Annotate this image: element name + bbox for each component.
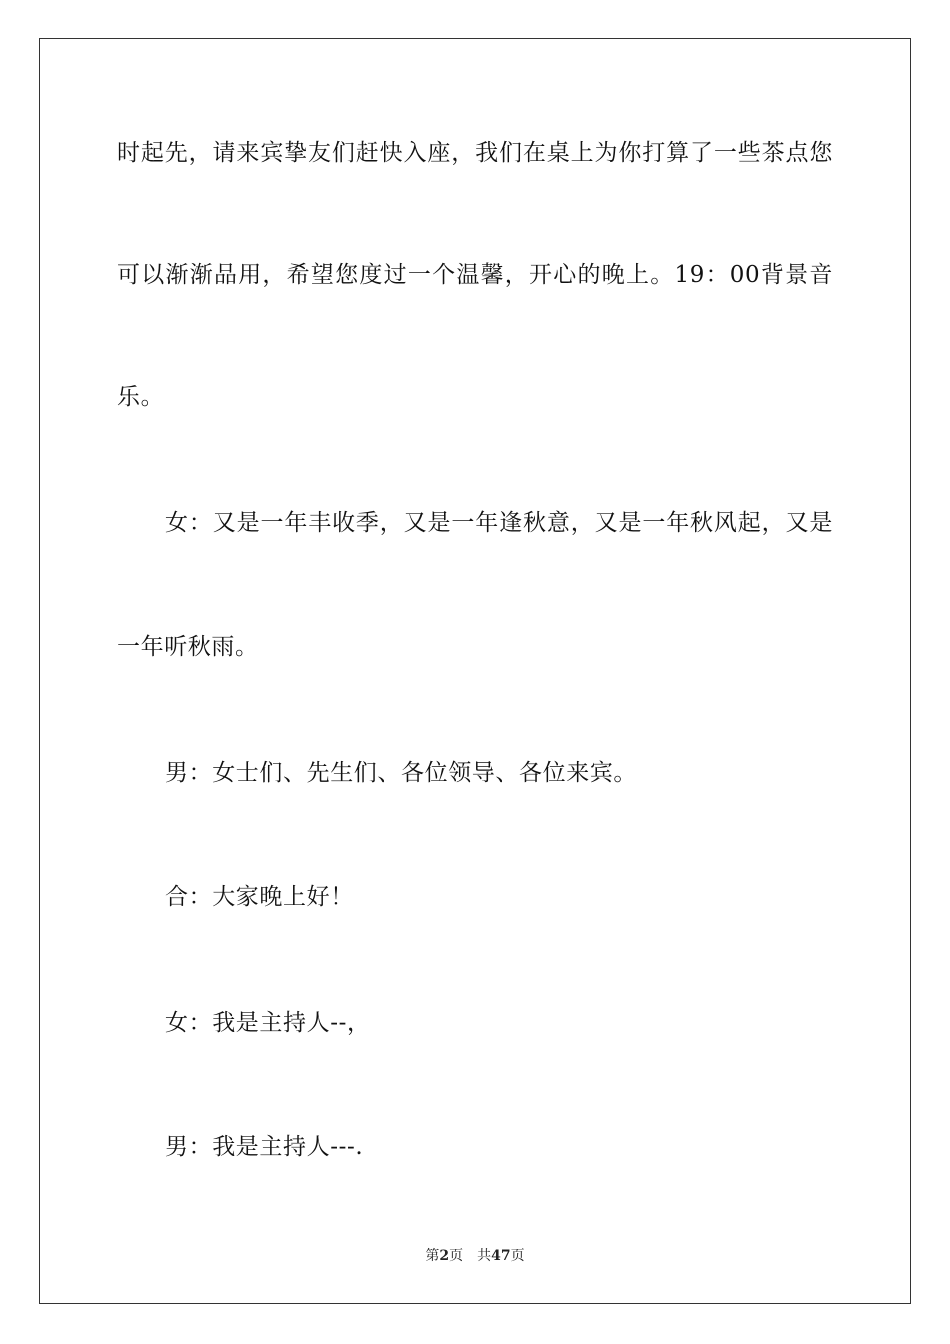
page-footer — [0, 1246, 950, 1266]
paragraph-line-6: 男：女士们、先生们、各位领导、各位来宾。 — [165, 760, 637, 786]
paragraph-line-4: 女：又是一年丰收季，又是一年逢秋意，又是一年秋风起，又是 — [165, 510, 833, 536]
page-number: 2 — [439, 1248, 450, 1264]
paragraph-line-7: 合：大家晚上好！ — [165, 884, 354, 910]
total-suffix: 页 — [510, 1248, 525, 1264]
paragraph-line-1: 时起先，请来宾挚友们赶快入座，我们在桌上为你打算了一些茶点您 — [117, 140, 833, 166]
paragraph-line-5: 一年听秋雨。 — [117, 634, 259, 660]
paragraph-line-9: 男：我是主持人---. — [165, 1134, 364, 1160]
paragraph-line-8: 女：我是主持人--， — [165, 1010, 371, 1036]
paragraph-line-2: 可以渐渐品用，希望您度过一个温馨，开心的晚上。19：00背景音 — [117, 262, 833, 288]
page-suffix: 页 — [449, 1248, 464, 1264]
total-prefix: 共 — [477, 1248, 492, 1264]
page-prefix: 第 — [425, 1248, 440, 1264]
total-pages: 47 — [491, 1248, 511, 1264]
paragraph-line-3: 乐。 — [117, 384, 165, 410]
page-frame — [39, 38, 911, 1304]
